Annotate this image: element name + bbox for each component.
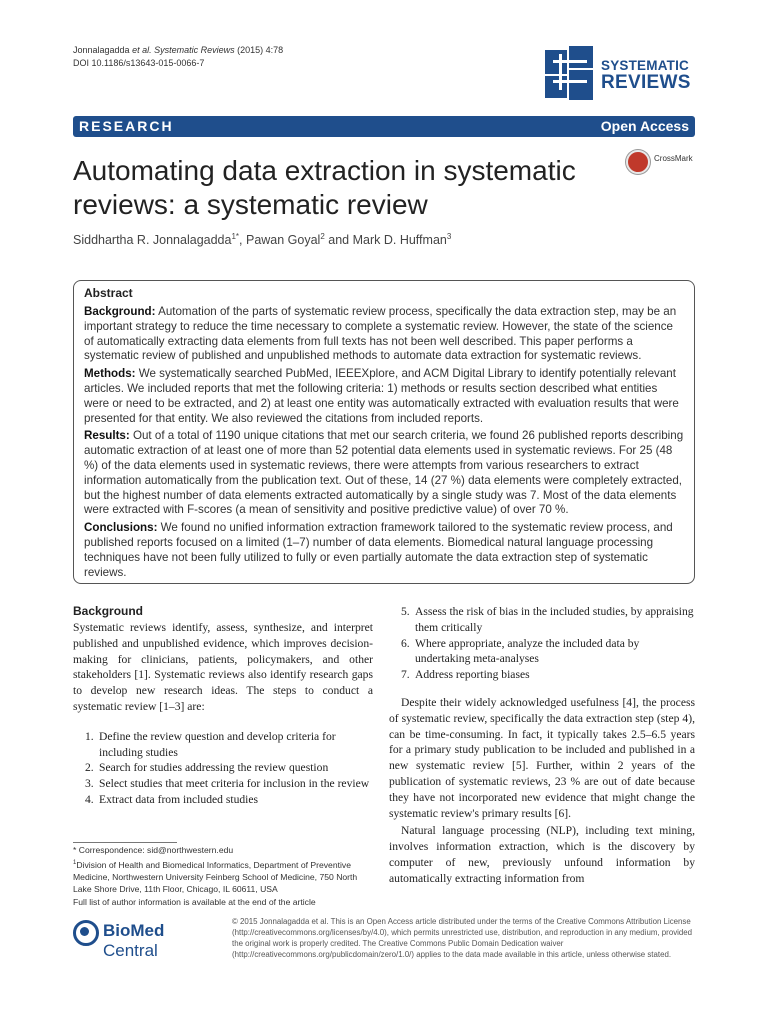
journal-logo-line1: SYSTEMATIC [601,58,690,73]
publisher-name [103,921,223,961]
citation-authors: Jonnalagadda [73,45,130,55]
publisher-logo [73,918,223,960]
list-item-number: 5. [401,605,410,618]
body-column-right [389,604,695,887]
author-name: Mark D. Huffman [352,233,447,248]
abstract-background-text: Automation of the parts of systematic review process, specifically the data extraction step, may be an important strategy to reduce the time necessary to complete a systematic review. However, the state of the science of automatically extracting data elements from full texts has not been well described. This paper performs a systematic review of published and unpublished methods to automate data extraction for systematic reviews. [84,305,677,363]
list-item [389,636,695,668]
list-item [73,729,373,761]
list-item-number: 3. [85,777,94,791]
abstract-conclusions-text: We found no unified information extraction framework tailored to the systematic review process, and published reports focused on a limited (1–7) number of data elements. Biomedical natural language processing techniques have not been fully utilized to fully or even partially automate the data extraction step of systematic reviews. [84,521,673,579]
list-item-text: Search for studies addressing the review question [99,761,329,775]
abstract-background [84,305,685,364]
list-item-text: Assess the risk of bias in the included studies, by appraising them critically [415,605,694,634]
abstract-conclusions [84,521,685,580]
abstract-methods [84,367,685,426]
affiliation-mark: 1 [73,859,77,866]
abstract-results [84,429,685,518]
abstract-heading: Abstract [84,286,133,300]
author-separator: , [239,233,246,248]
crossmark-badge[interactable] [626,148,696,174]
open-access-label[interactable]: Open Access [600,118,689,134]
list-item-text: Where appropriate, analyze the included data by undertaking meta-analyses [415,636,640,666]
abstract-background-label: Background: [84,305,156,318]
list-item-text: Select studies that meet criteria for inclusion in the review [99,777,370,791]
affiliation-text: Division of Health and Biomedical Informatics, Department of Preventive Medicine, Northwestern University Feinberg School of Medicine, 750 North Lake Shore Drive, 11th Floor, Chicago, IL 60611, USA [73,859,358,895]
list-item-text: Define the review question and develop criteria for including studies [99,729,336,759]
author-separator: and [324,233,353,248]
author-list [73,232,451,247]
journal-logo-line2: REVIEWS [601,72,691,93]
body-paragraph: Systematic reviews identify, assess, synthesize, and interpret published and unpublished evidence, which improves decision-making for clinicians, patients, policymakers, and other stakeholders [1]. Systematic reviews also identify research gaps to develop new research ideas. The steps to conduct a systematic review [1–3] are: [73,621,373,713]
list-item [73,760,373,776]
abstract-conclusions-label: Conclusions: [84,521,158,535]
list-item-text: Address reporting biases [415,668,530,682]
list-item [73,792,373,808]
list-item-number: 6. [401,636,410,650]
list-item [389,604,695,636]
section-heading-background: Background [73,604,144,618]
body-paragraph: Despite their widely acknowledged usefulness [4], the process of systematic review, specifically the data extraction step (step 4), can be time-consuming. In fact, it typically takes 2.5–6.5 years for a primary study publication to be included and published in a new systematic review [5]. Further, within 2 years of the publication of systematic reviews, 23 % are out of date because they have not incorporated new evidence that might change the systematic review's primary results [6]. [389,695,695,820]
author-name: Siddhartha R. Jonnalagadda [73,233,232,248]
body-column-left [73,604,373,808]
license-text: © 2015 Jonnalagadda et al. This is an Open Access article distributed under the terms of the Creative Commons Attribution License (http://creativecommons.org/licenses/by/4.0), which permits unrestricted use, distribution, and reproduction in any medium, provided the original work is properly credited. The Creative Commons Public Domain Dedication waiver (http://creativecommons.org/publicdomain/zero/1.0/) applies to the data made available in this article, unless otherwise stated. [232,917,693,959]
footnote-divider [73,842,177,843]
citation-et-al: et al. [132,45,152,55]
abstract-box [73,280,695,584]
citation-doi: DOI 10.1186/s13643-015-0066-7 [73,58,205,68]
abstract-results-text: Out of a total of 1190 unique citations that met our search criteria, we found 26 published reports describing automatic extraction of at least one of more than 52 potential data elements used in systematic reviews. For 25 (48 %) of the data elements used in systematic reviews, there were attempts from various researchers to extract information automatically from the publication text. Out of these, 14 (27 %) data elements were completely extracted, but the highest number of data elements extracted automatically by a single study was 7. Most of the data elements were extracted with F-scores (a mean of sensitivity and positive predictive value) of over 70 %. [84,429,684,517]
abstract-methods-label: Methods: [84,367,136,381]
author-affiliation-mark: 1* [231,232,240,241]
list-item [389,667,695,683]
author-name: Pawan Goyal [245,233,321,248]
steps-list-continued [389,604,695,683]
citation-year-volume: (2015) 4:78 [237,45,284,55]
full-list-note: Full list of author information is available at the end of the article [73,896,316,907]
crossmark-icon [626,150,650,174]
citation-header [73,44,283,70]
footnotes [73,844,373,908]
correspondence-note: * Correspondence: sid@northwestern.edu [73,845,234,855]
article-title: Automating data extraction in systematic reviews: a systematic review [73,155,576,220]
journal-logo-icon [543,44,597,104]
journal-logo [543,44,695,104]
citation-line [73,44,283,57]
list-item-number: 1. [85,729,94,743]
citation-journal: Systematic Reviews [154,45,235,55]
body-paragraph: Natural language processing (NLP), including text mining, involves information extraction, which is the discovery by computer of new, previously unfound information by automatically extracting information from [389,824,695,885]
publisher-name-rest: Central [103,941,158,960]
author-affiliation-mark: 2 [320,232,325,241]
list-item-number: 7. [401,668,410,682]
list-item [73,776,373,792]
article-type-label: RESEARCH [79,118,174,134]
publisher-logo-dot [80,927,89,936]
list-item-text: Extract data from included studies [99,792,259,806]
publisher-name-bold: BioMed [103,921,165,940]
abstract-methods-text: We systematically searched PubMed, IEEEXplore, and ACM Digital Library to identify potentially relevant articles. We included reports that met the following criteria: 1) methods or results section described what entities were or need to be extracted, and 2) at least one entity was automatically extracted with evaluation results that were presented for that entity. We also reviewed the citations from included reports. [84,367,679,425]
article-type-banner [73,116,695,137]
affiliation-note [73,857,373,896]
author-affiliation-mark: 3 [446,232,452,241]
list-item-number: 2. [85,761,94,775]
steps-list [73,729,373,808]
list-item-number: 4. [85,792,94,806]
abstract-results-label: Results: [84,429,130,443]
crossmark-label: CrossMark [654,154,693,163]
